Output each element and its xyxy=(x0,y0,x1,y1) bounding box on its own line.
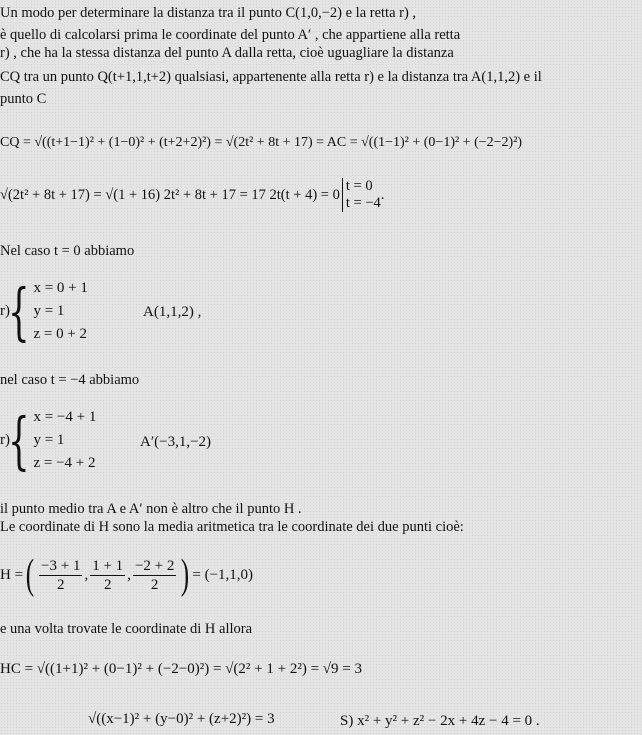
case-t0-text: Nel caso t = 0 abbiamo xyxy=(0,243,135,259)
solve-equation-main: √(2t² + 8t + 17) = √(1 + 16) 2t² + 8t + 17 = 17 2t(t + 4) = 0 xyxy=(0,187,340,203)
intro-line-2: è quello di calcolarsi prima le coordinate del punto A′ , che appartiene alla retta xyxy=(0,27,461,43)
system-row-y: y = 1 xyxy=(33,432,65,448)
after-text: e una volta trovate le coordinate di H allora xyxy=(0,621,253,637)
point-a-prime: A′(−3,1,−2) xyxy=(140,434,212,450)
h-lhs: H = xyxy=(0,567,24,583)
hc-distance-equation: HC = √((1+1)² + (0−1)² + (−2−0)²) = √(2² + 1 + 2²) = √9 = 3 xyxy=(0,661,362,677)
solve-equation-cases xyxy=(342,178,381,212)
solve-case-2: t = −4 xyxy=(345,195,381,211)
system-rows xyxy=(33,277,87,346)
h-rhs: = (−1,1,0) xyxy=(192,567,254,583)
solve-equation-end: . xyxy=(380,187,385,203)
midpoint-line-1: il punto medio tra A e A′ non è altro che il punto H . xyxy=(0,501,302,517)
intro-line-1: Un modo per determinare la distanza tra il punto C(1,0,−2) e la retta r) , xyxy=(0,5,417,21)
intro-line-5: punto C xyxy=(0,91,47,107)
solve-equation xyxy=(0,178,384,212)
system-label: r) xyxy=(0,303,10,319)
left-paren-icon: ( xyxy=(25,552,35,598)
fraction-x xyxy=(39,557,82,594)
system-row-x: x = −4 + 1 xyxy=(33,409,97,425)
fraction-y-num: 1 + 1 xyxy=(92,557,124,574)
fraction-x-num: −3 + 1 xyxy=(41,557,81,574)
sphere-equation: S) x² + y² + z² − 2x + 4z − 4 = 0 . xyxy=(340,713,540,729)
sphere-distance-equation: √((x−1)² + (y−0)² + (z+2)²) = 3 xyxy=(88,711,275,727)
system-row-y: y = 1 xyxy=(33,303,65,319)
case-t4-text: nel caso t = −4 abbiamo xyxy=(0,372,140,388)
distance-equation-cq-ac: CQ = √((t+1−1)² + (1−0)² + (t+2+2)²) = √(2t² + 8t + 17) = AC = √((1−1)² + (0−1)² + (−2−2)²) xyxy=(0,135,523,150)
system-label: r) xyxy=(0,432,10,448)
h-coordinates-equation: H = ( $\frac{-3 + 1}{2}$ , $\frac{1 + 1}{2}$ , $\frac{-2 + 2}{2}$ ) = (−1,1,0) xyxy=(0,552,254,598)
system-row-z: z = 0 + 2 xyxy=(33,326,88,342)
fraction-z-den: 2 xyxy=(150,576,159,593)
fraction-y-den: 2 xyxy=(103,576,112,593)
fraction-z-num: −2 + 2 xyxy=(134,557,175,574)
right-paren-icon: ) xyxy=(181,552,190,598)
midpoint-line-2: Le coordinate di H sono la media aritmetica tra le coordinate dei due punti cioè: xyxy=(0,519,464,535)
line-r-system-t0 xyxy=(0,274,88,348)
left-brace-icon: { xyxy=(8,274,30,348)
fraction-z xyxy=(133,557,176,594)
system-row-x: x = 0 + 1 xyxy=(33,280,88,296)
left-brace-icon: { xyxy=(8,403,30,477)
intro-line-3: r) , che ha la stessa distanza del punto A dalla retta, cioè uguagliare la distanza xyxy=(0,45,454,61)
intro-line-4: CQ tra un punto Q(t+1,1,t+2) qualsiasi, appartenente alla retta r) e la distanza tra A(1,1,2) e il xyxy=(0,69,542,85)
system-rows xyxy=(33,406,96,475)
point-a: A(1,1,2) , xyxy=(143,304,202,320)
solve-case-1: t = 0 xyxy=(345,178,373,194)
fraction-y xyxy=(90,557,125,594)
line-r-system-t4 xyxy=(0,403,97,477)
fraction-x-den: 2 xyxy=(57,576,65,593)
system-row-z: z = −4 + 2 xyxy=(33,455,96,471)
